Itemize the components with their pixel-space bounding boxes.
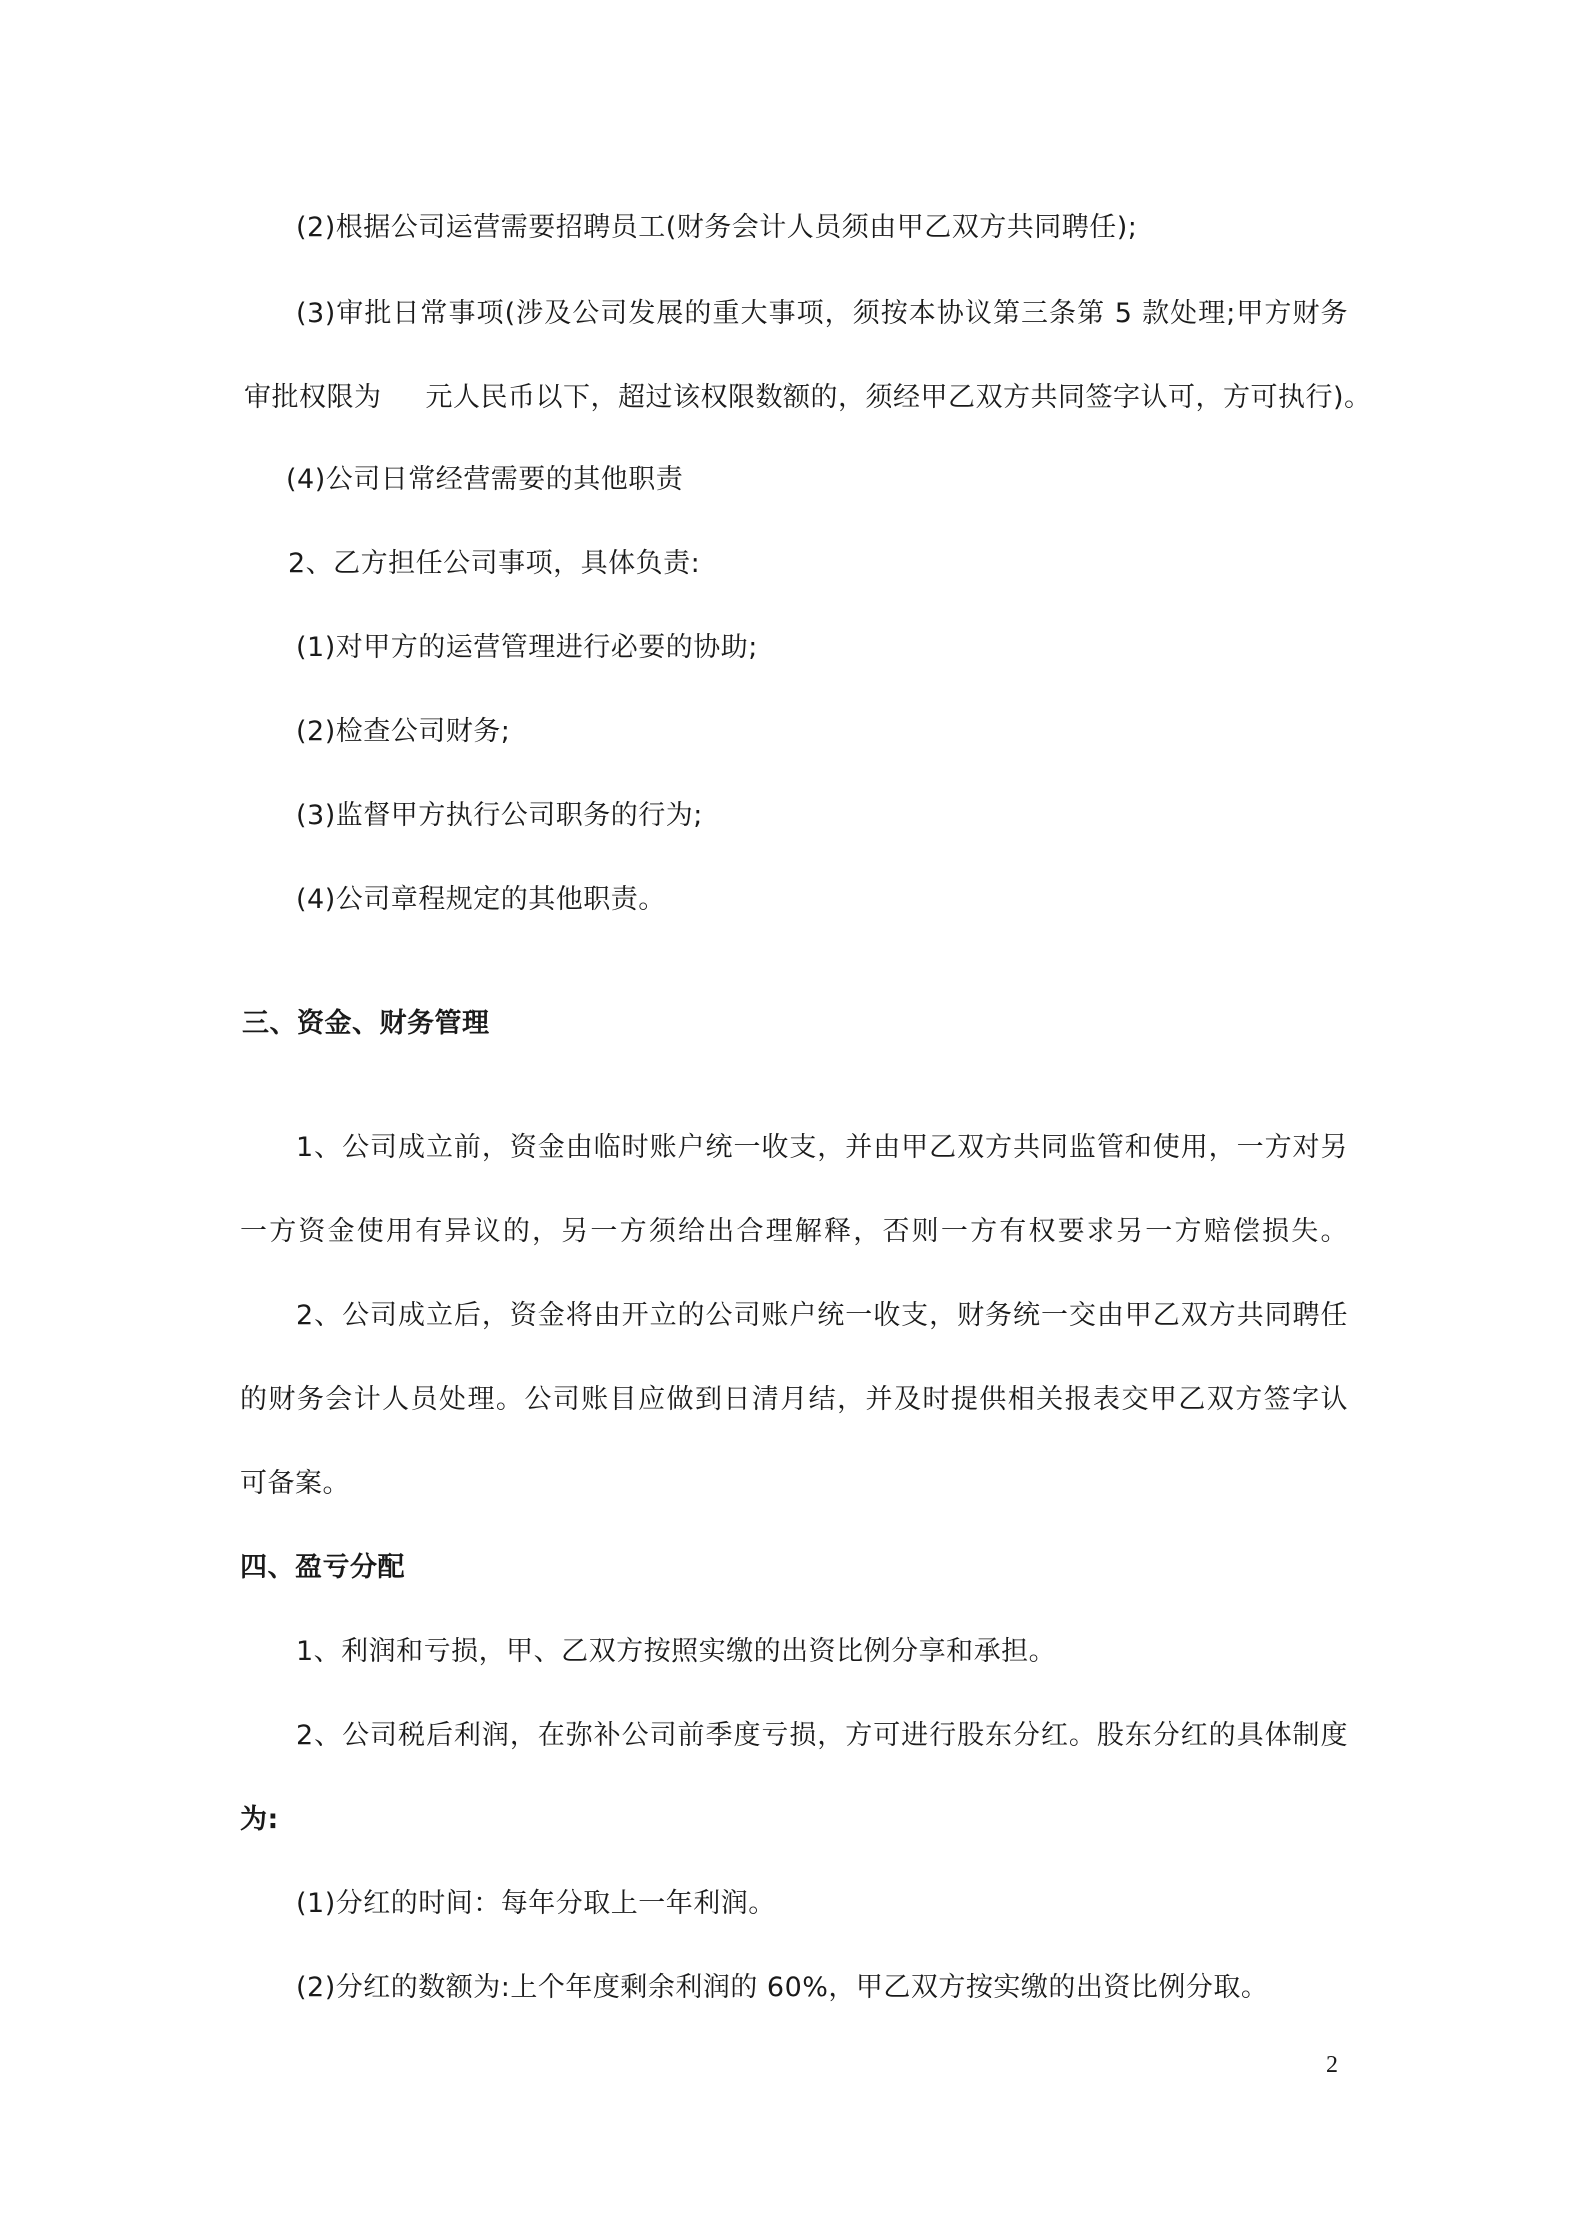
paragraph-line: (3)监督甲方执行公司职务的行为; [296,800,703,831]
paragraph-line: (2)分红的数额为:上个年度剩余利润的 60%，甲乙双方按实缴的出资比例分取。 [296,1972,1269,2003]
paragraph-line: (3)审批日常事项(涉及公司发展的重大事项，须按本协议第三条第 5 款处理;甲方财务 [296,298,1348,329]
paragraph-line: 可备案。 [240,1468,350,1499]
paragraph-line: 2、公司税后利润，在弥补公司前季度亏损，方可进行股东分红。股东分红的具体制度 [296,1720,1348,1751]
paragraph-line: 2、乙方担任公司事项，具体负责: [288,548,701,579]
approval-limit-label: 审批权限为 [244,382,382,413]
paragraph-line: 1、利润和亏损，甲、乙双方按照实缴的出资比例分享和承担。 [296,1636,1057,1667]
paragraph-line: 一方资金使用有异议的，另一方须给出合理解释，否则一方有权要求另一方赔偿损失。 [240,1216,1348,1247]
paragraph-line: (4)公司日常经营需要的其他职责 [286,464,684,495]
paragraph-line: 的财务会计人员处理。公司账目应做到日清月结，并及时提供相关报表交甲乙双方签字认 [240,1384,1348,1415]
paragraph-line: (1)对甲方的运营管理进行必要的协助; [296,632,758,663]
paragraph-line [244,380,1372,416]
paragraph-line: (2)检查公司财务; [296,716,511,747]
approval-limit-text: 元人民币以下，超过该权限数额的，须经甲乙双方共同签字认可，方可执行)。 [425,382,1372,413]
paragraph-line: (4)公司章程规定的其他职责。 [296,884,666,915]
paragraph-line: (2)根据公司运营需要招聘员工(财务会计人员须由甲乙双方共同聘任); [296,212,1138,243]
paragraph-line: 1、公司成立前，资金由临时账户统一收支，并由甲乙双方共同监管和使用，一方对另 [296,1132,1348,1163]
section-heading: 四、盈亏分配 [240,1552,405,1583]
paragraph-line: (1)分红的时间：每年分取上一年利润。 [296,1888,776,1919]
section-heading: 三、资金、财务管理 [242,1008,490,1039]
page-number: 2 [1326,2052,1338,2078]
paragraph-line: 2、公司成立后，资金将由开立的公司账户统一收支，财务统一交由甲乙双方共同聘任 [296,1300,1348,1331]
paragraph-line: 为: [240,1804,279,1835]
